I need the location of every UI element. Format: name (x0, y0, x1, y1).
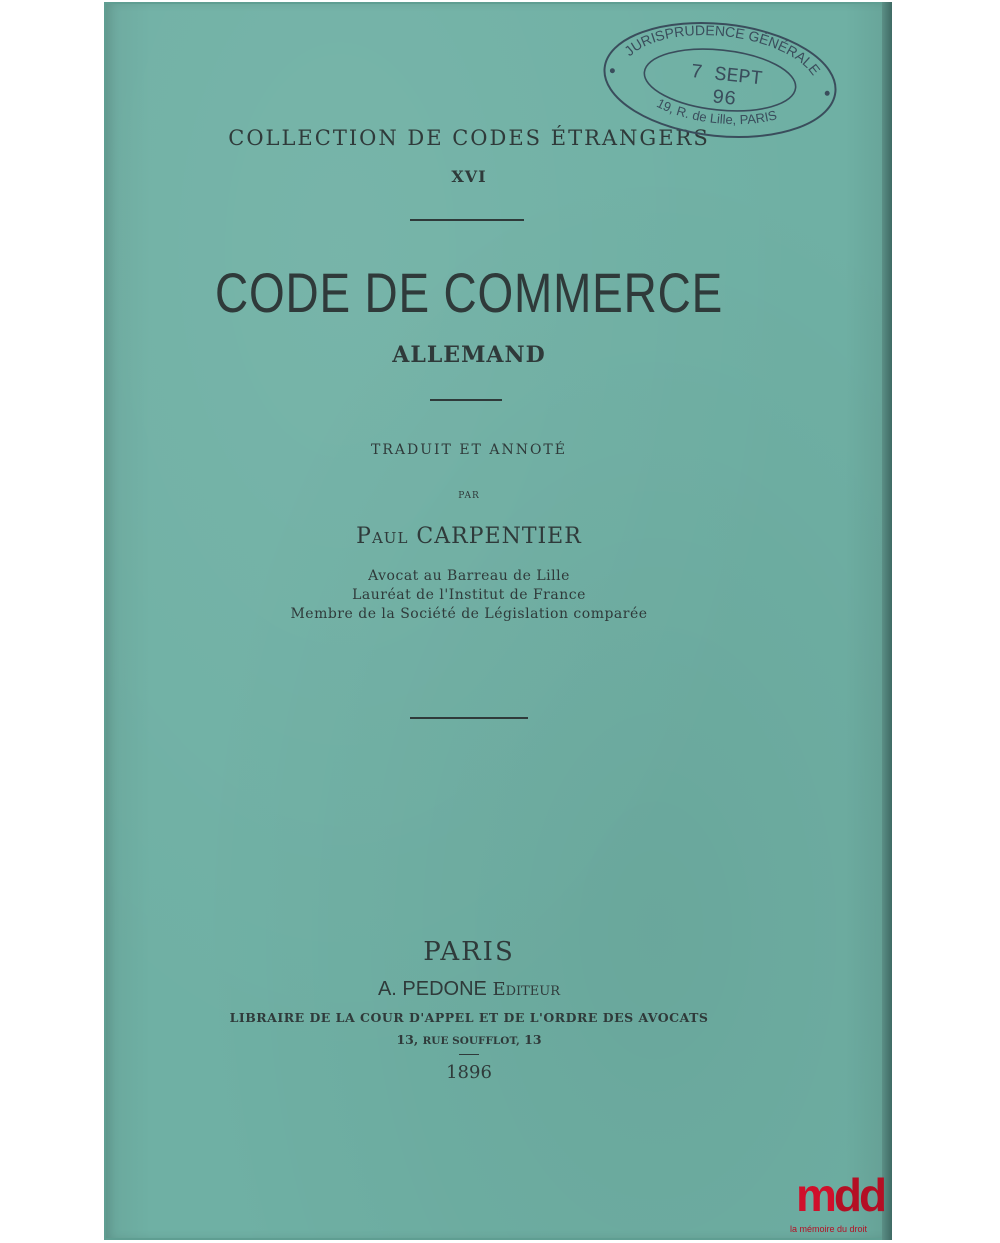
publisher-bookstore: LIBRAIRE DE LA COUR D'APPEL ET DE L'ORDRE DES AVOCATS (229, 1010, 709, 1025)
author-credential: Lauréat de l'Institut de France (352, 587, 586, 603)
stamp-date: 7 SEPT 96 (689, 60, 764, 112)
author-credential: Avocat au Barreau de Lille (368, 568, 570, 584)
cover-edge (882, 2, 892, 1240)
book-title: CODE DE COMMERCE (214, 261, 724, 324)
publisher-address (104, 1032, 834, 1047)
logo-letters-dd: dd (833, 1169, 885, 1221)
address-number: 13, (396, 1032, 419, 1047)
translated-annotated: TRADUIT ET ANNOTÉ (371, 442, 567, 458)
logo-tagline: la mémoire du droit (790, 1224, 868, 1234)
book-cover (104, 2, 892, 1240)
divider-bottom (410, 717, 528, 719)
author-first-name: Paul (356, 524, 409, 549)
stamp-bottom-text: 19, R. de Lille, PARIS (654, 95, 779, 128)
divider-top (410, 219, 524, 221)
divider-middle (430, 399, 502, 401)
book-subtitle: ALLEMAND (392, 342, 546, 368)
publication-city: PARIS (423, 937, 515, 967)
author-last-name: CARPENTIER (416, 524, 582, 549)
author-credential: Membre de la Société de Législation comparée (290, 606, 648, 622)
volume-number: XVI (451, 167, 487, 186)
publication-year: 1896 (446, 1062, 492, 1083)
logo-letter-m: m (796, 1169, 834, 1221)
address-street: RUE SOUFFLOT, (422, 1035, 520, 1047)
library-stamp (594, 8, 845, 152)
divider-small (459, 1054, 479, 1055)
by-label: PAR (458, 491, 480, 501)
publisher (104, 978, 834, 1001)
author-name (104, 524, 834, 549)
address-number-end: 13 (524, 1032, 542, 1047)
publisher-role: Editeur (492, 979, 561, 1000)
publisher-name: A. PEDONE (377, 978, 487, 1000)
mdd-logo (790, 1169, 900, 1242)
collection-title: COLLECTION DE CODES ÉTRANGERS (228, 126, 710, 150)
stamp-top-text: JURISPRUDENCE GÉNÉRALE (620, 22, 824, 78)
logo-mark (796, 1169, 885, 1221)
